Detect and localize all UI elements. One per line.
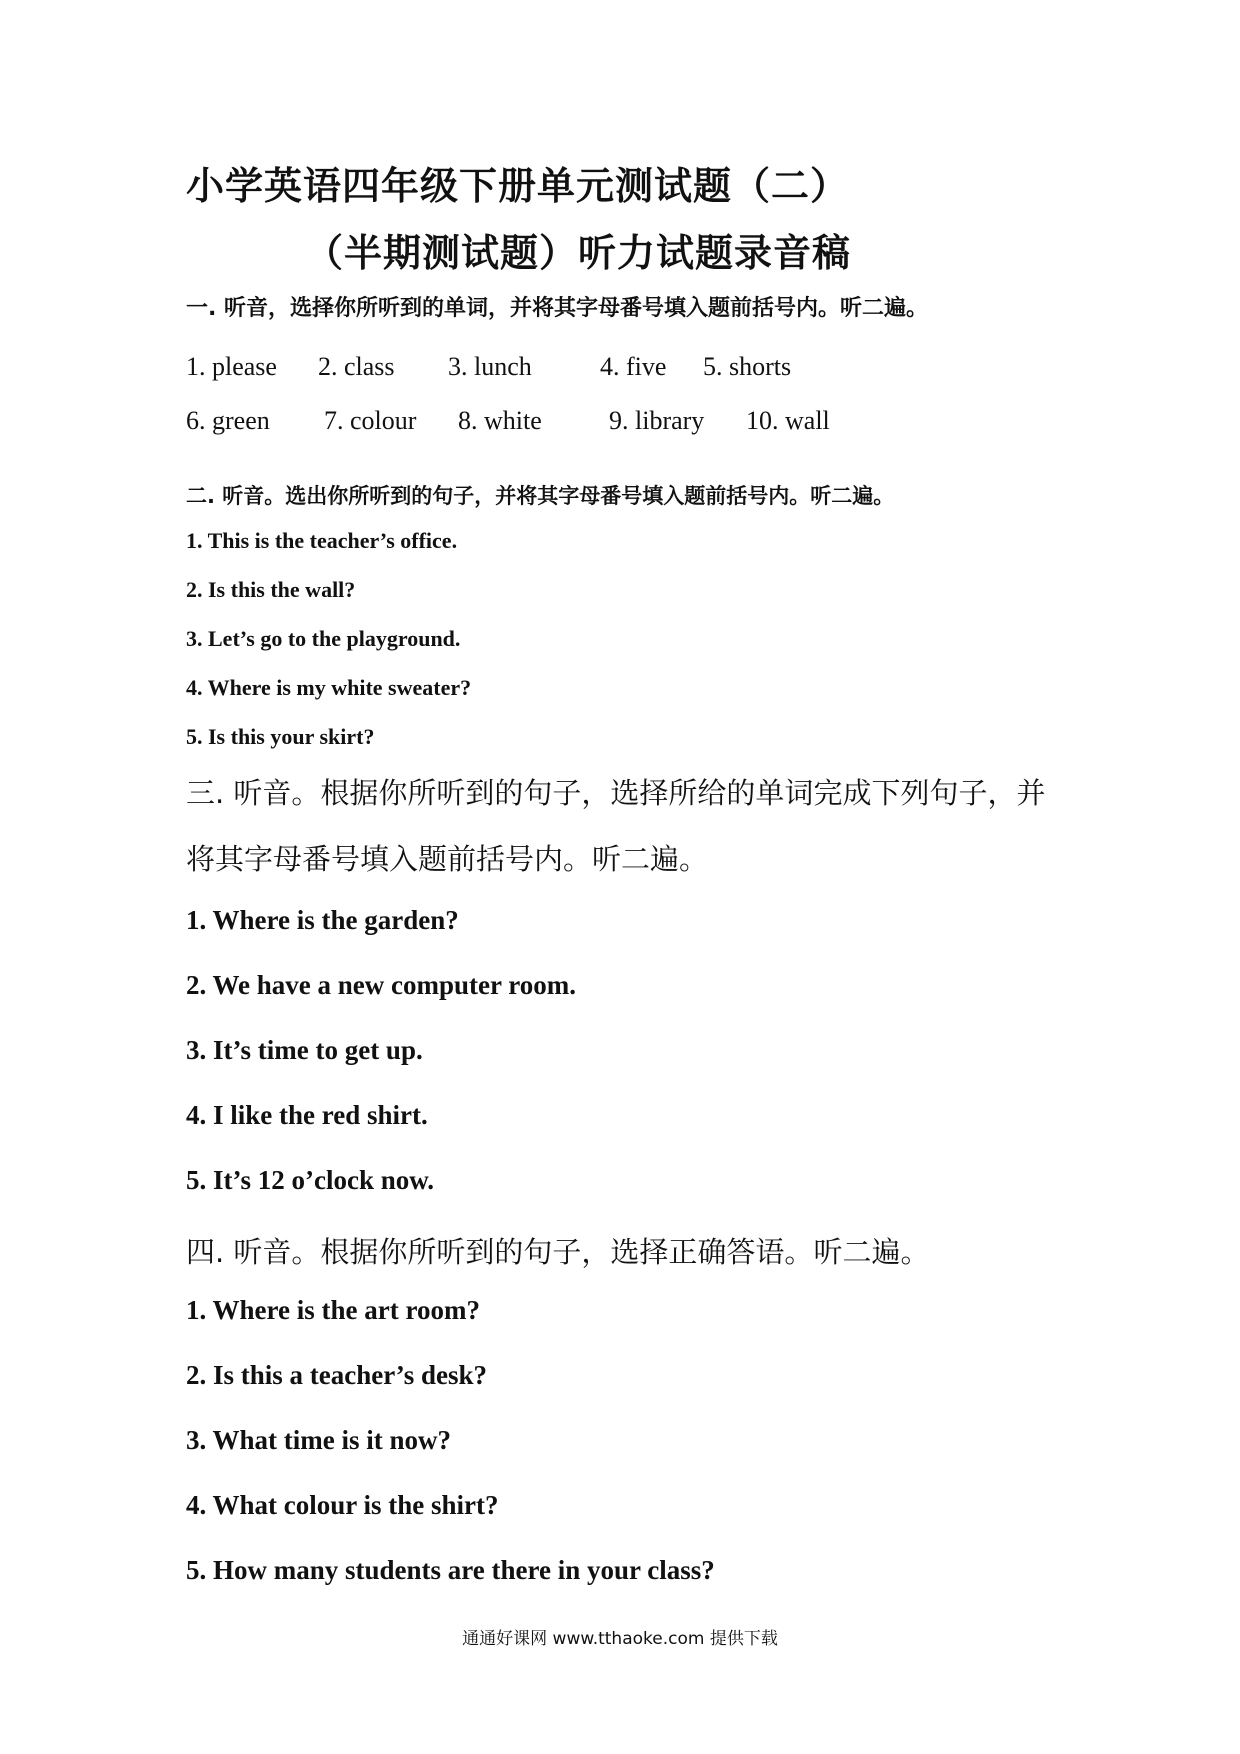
section3-heading-line1: 三. 听音。根据你所听到的句子，选择所给的单词完成下列句子，并 (186, 776, 1046, 810)
word-item: 5. shorts (703, 352, 792, 381)
section4-heading: 四. 听音。根据你所听到的句子，选择正确答语。听二遍。 (186, 1235, 930, 1269)
section3-heading-line2: 将其字母番号填入题前括号内。听二遍。 (186, 842, 709, 876)
word-item: 7. colour (324, 406, 417, 435)
footer-text: 通通好课网 www.tthaoke.com 提供下载 (462, 1629, 778, 1649)
page-title: 小学英语四年级下册单元测试题（二） (186, 164, 850, 208)
section1-heading: 一. 听音，选择你所听到的单词，并将其字母番号填入题前括号内。听二遍。 (186, 296, 929, 321)
list-item: 4. What colour is the shirt? (186, 1490, 499, 1520)
page-subtitle: （半期测试题）听力试题录音稿 (305, 231, 852, 275)
list-item: 4. Where is my white sweater? (186, 675, 472, 700)
word-item: 2. class (318, 352, 395, 381)
list-item: 2. Is this the wall? (186, 577, 356, 602)
list-item: 5. It’s 12 o’clock now. (186, 1165, 434, 1195)
list-item: 1. Where is the art room? (186, 1295, 480, 1325)
word-item: 3. lunch (448, 352, 532, 381)
word-item: 4. five (600, 352, 667, 381)
list-item: 3. Let’s go to the playground. (186, 626, 461, 651)
list-item: 2. We have a new computer room. (186, 970, 576, 1000)
list-item: 5. How many students are there in your class? (186, 1555, 715, 1585)
list-item: 3. What time is it now? (186, 1425, 452, 1455)
list-item: 5. Is this your skirt? (186, 724, 375, 749)
word-item: 10. wall (746, 406, 830, 435)
word-item: 9. library (609, 406, 705, 435)
section2-heading: 二. 听音。选出你所听到的句子，并将其字母番号填入题前括号内。听二遍。 (186, 484, 895, 508)
list-item: 1. Where is the garden? (186, 905, 459, 935)
word-item: 1. please (186, 352, 277, 381)
list-item: 2. Is this a teacher’s desk? (186, 1360, 487, 1390)
list-item: 1. This is the teacher’s office. (186, 528, 458, 553)
word-item: 6. green (186, 406, 270, 435)
list-item: 3. It’s time to get up. (186, 1035, 423, 1065)
list-item: 4. I like the red shirt. (186, 1100, 428, 1130)
word-item: 8. white (458, 406, 542, 435)
